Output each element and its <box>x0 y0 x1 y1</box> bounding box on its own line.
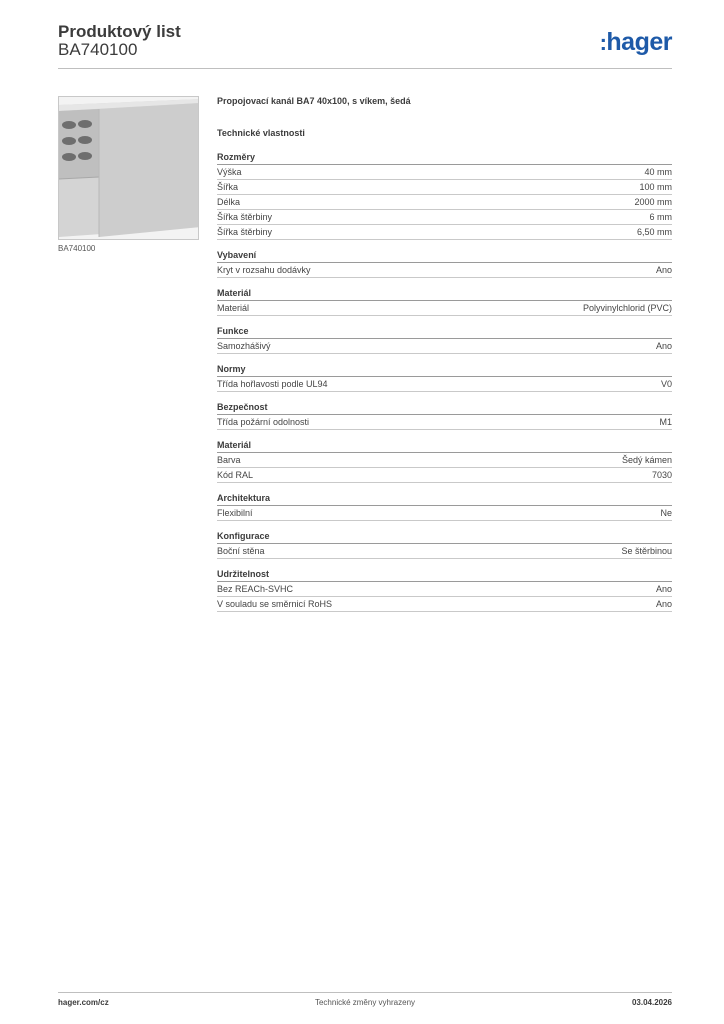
footer-notice: Technické změny vyhrazeny <box>314 998 416 1007</box>
spec-row <box>217 225 672 240</box>
spec-row <box>217 263 672 278</box>
spec-row <box>217 544 672 559</box>
spec-label: Kryt v rozsahu dodávky <box>217 265 311 275</box>
spec-value: Ano <box>655 584 672 594</box>
header-divider <box>58 68 672 69</box>
spec-value: Ano <box>655 599 672 609</box>
spec-value: 6,50 mm <box>636 227 672 237</box>
section-title: Rozměry <box>217 150 672 165</box>
spec-value: Polyvinylchlorid (PVC) <box>582 303 672 313</box>
spec-value: Ne <box>660 508 672 518</box>
document-title: Produktový list <box>58 22 181 41</box>
section-title: Vybavení <box>217 248 672 263</box>
spec-value: 6 mm <box>649 212 672 222</box>
spec-value: Šedý kámen <box>621 455 672 465</box>
spec-content <box>217 95 672 612</box>
spec-row <box>217 165 672 180</box>
spec-sections <box>217 150 672 612</box>
spec-value: 100 mm <box>639 182 672 192</box>
spec-label: Bez REACh-SVHC <box>217 584 294 594</box>
logo-text: hager <box>606 28 672 56</box>
image-caption: BA740100 <box>58 244 96 253</box>
technical-properties-title: Technické vlastnosti <box>217 128 305 138</box>
spec-label: Třída požární odolnosti <box>217 417 310 427</box>
spec-value: Ano <box>655 341 672 351</box>
spec-label: Boční stěna <box>217 546 265 556</box>
spec-row <box>217 597 672 612</box>
spec-value: 40 mm <box>644 167 672 177</box>
spec-section <box>217 248 672 278</box>
page-footer <box>58 998 672 1012</box>
spec-label: Délka <box>217 197 241 207</box>
spec-section <box>217 400 672 430</box>
product-code: BA740100 <box>58 40 138 59</box>
spec-label: Barva <box>217 455 241 465</box>
spec-section <box>217 567 672 612</box>
spec-row <box>217 506 672 521</box>
spec-section <box>217 491 672 521</box>
product-description: Propojovací kanál BA7 40x100, s víkem, šedá <box>217 96 411 106</box>
footer-divider <box>58 992 672 993</box>
hager-logo <box>600 28 672 57</box>
spec-value: 2000 mm <box>634 197 672 207</box>
spec-value: 7030 <box>651 470 672 480</box>
spec-section <box>217 529 672 559</box>
spec-label: Třída hořlavosti podle UL94 <box>217 379 328 389</box>
spec-value: M1 <box>659 417 672 427</box>
spec-label: V souladu se směrnicí RoHS <box>217 599 333 609</box>
spec-label: Samozhášivý <box>217 341 271 351</box>
spec-label: Flexibilní <box>217 508 253 518</box>
spec-row <box>217 195 672 210</box>
spec-row <box>217 377 672 392</box>
spec-value: Se štěrbinou <box>621 546 672 556</box>
section-title: Materiál <box>217 286 672 301</box>
spec-label: Šířka štěrbiny <box>217 227 273 237</box>
section-title: Architektura <box>217 491 672 506</box>
spec-row <box>217 453 672 468</box>
spec-label: Materiál <box>217 303 250 313</box>
spec-row <box>217 339 672 354</box>
footer-website[interactable]: hager.com/cz <box>58 998 109 1007</box>
cable-duct-illustration <box>59 97 199 240</box>
spec-label: Výška <box>217 167 242 177</box>
section-title: Materiál <box>217 438 672 453</box>
spec-row <box>217 301 672 316</box>
spec-row <box>217 582 672 597</box>
spec-label: Šířka štěrbiny <box>217 212 273 222</box>
section-title: Funkce <box>217 324 672 339</box>
product-image <box>58 96 199 240</box>
spec-label: Kód RAL <box>217 470 254 480</box>
logo-dots: : <box>599 30 607 55</box>
section-title: Bezpečnost <box>217 400 672 415</box>
spec-row <box>217 468 672 483</box>
footer-date: 03.04.2026 <box>631 998 672 1007</box>
page-header <box>58 20 672 68</box>
spec-row <box>217 210 672 225</box>
section-title: Udržitelnost <box>217 567 672 582</box>
section-title: Normy <box>217 362 672 377</box>
spec-value: V0 <box>660 379 672 389</box>
spec-section <box>217 286 672 316</box>
spec-label: Šířka <box>217 182 239 192</box>
spec-section <box>217 438 672 483</box>
spec-value: Ano <box>655 265 672 275</box>
spec-section <box>217 150 672 240</box>
section-title: Konfigurace <box>217 529 672 544</box>
spec-row <box>217 415 672 430</box>
spec-section <box>217 362 672 392</box>
spec-section <box>217 324 672 354</box>
spec-row <box>217 180 672 195</box>
